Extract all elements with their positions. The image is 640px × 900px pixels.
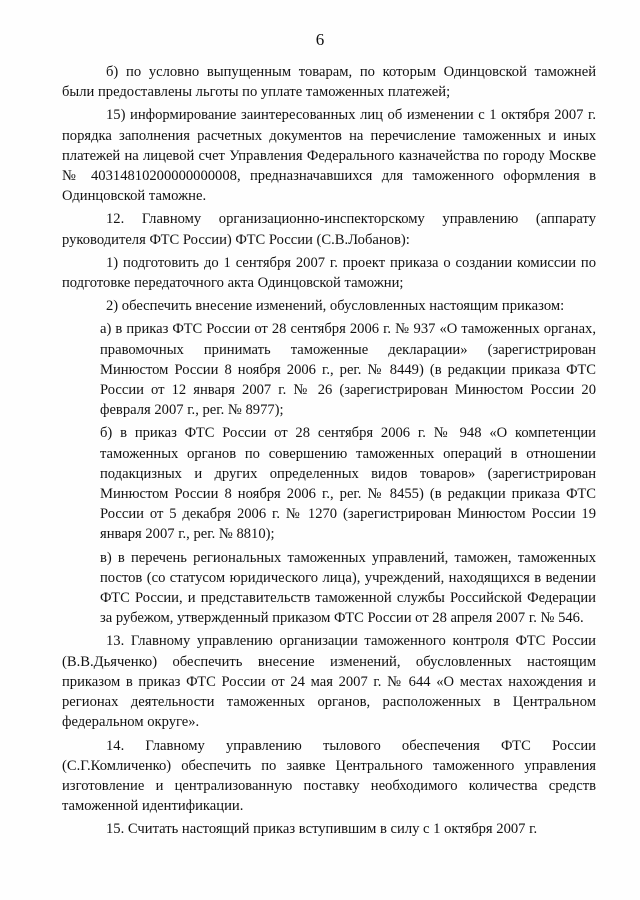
paragraph-15-inform-parties: 15) информирование заинтересованных лиц об изменении с 1 октября 2007 г. порядка заполнения расчетных документов на перечисление таможенных и иных платежей на лицевой счет Управления Федерального казначейства по городу Москве № 40314810200000000008, предназначавшихся для таможенного оформления в Одинцовской таможне. [62,107,596,205]
paragraph-12-2v-list-546: в) в перечень региональных таможенных управлений, таможен, таможенных постов (со статусом юридического лица), учреждений, находящихся в ведении ФТС России, и представительств таможенной службы Российской Федерации за рубежом, утвержденный приказом ФТС России от 28 апреля 2007 г. № 546. [100,549,596,627]
paragraph-14-logistics: 14. Главному управлению тылового обеспечения ФТС России (С.Г.Комличенко) обеспечить по заявке Центрального таможенного управления изготовление и централизованную поставку необходимого количества средств таможенной идентификации. [62,737,596,815]
document-body [62,62,596,843]
paragraph-6b-conditional-goods: б) по условно выпущенным товарам, по которым Одинцовской таможней были предоставлены льготы по уплате таможенных платежей; [62,64,596,101]
page-number: 6 [315,30,325,49]
paragraph-15-effective-date: 15. Считать настоящий приказ вступившим в силу с 1 октября 2007 г. [106,821,538,838]
paragraph-12-2b-order-948: б) в приказ ФТС России от 28 сентября 2006 г. № 948 «О компетенции таможенных органов по совершению таможенных операций в отношении подакцизных и других определенных видов товаров» (зарегистрирован Минюстом России 8 ноября 2006 г., рег. № 8455) (в редакции приказа ФТС России от 5 декабря 2006 г. № 1270 (зарегистрирован Минюстом России 19 января 2007 г., рег. № 8810); [100,425,596,543]
paragraph-12-1-prepare-order: 1) подготовить до 1 сентября 2007 г. проект приказа о создании комиссии по подготовке передаточного акта Одинцовской таможни; [62,254,596,292]
paragraph-12-2-ensure-changes: 2) обеспечить внесение изменений, обусловленных настоящим приказом: [106,298,565,315]
paragraph-12-2a-order-937: а) в приказ ФТС России от 28 сентября 2006 г. № 937 «О таможенных органах, правомочных принимать таможенные декларации» (зарегистрирован Минюстом России 8 ноября 2006 г., рег. № 8449) (в редакции приказа ФТС России от 12 января 2007 г. № 26 (зарегистрирован Минюстом России 20 февраля 2007 г., рег. № 8977); [100,321,596,419]
paragraph-13-customs-control: 13. Главному управлению организации таможенного контроля ФТС России (В.В.Дьяченко) обеспечить внесение изменений, обусловленных настоящим приказом в приказ ФТС России от 24 мая 2007 г. № 644 «О местах нахождения и регионах деятельности таможенных органов, расположенных в Центральном федеральном округе». [62,633,596,731]
paragraph-12-inspection-directorate: 12. Главному организационно-инспекторскому управлению (аппарату руководителя ФТС России) ФТС России (С.В.Лобанов): [62,211,596,248]
